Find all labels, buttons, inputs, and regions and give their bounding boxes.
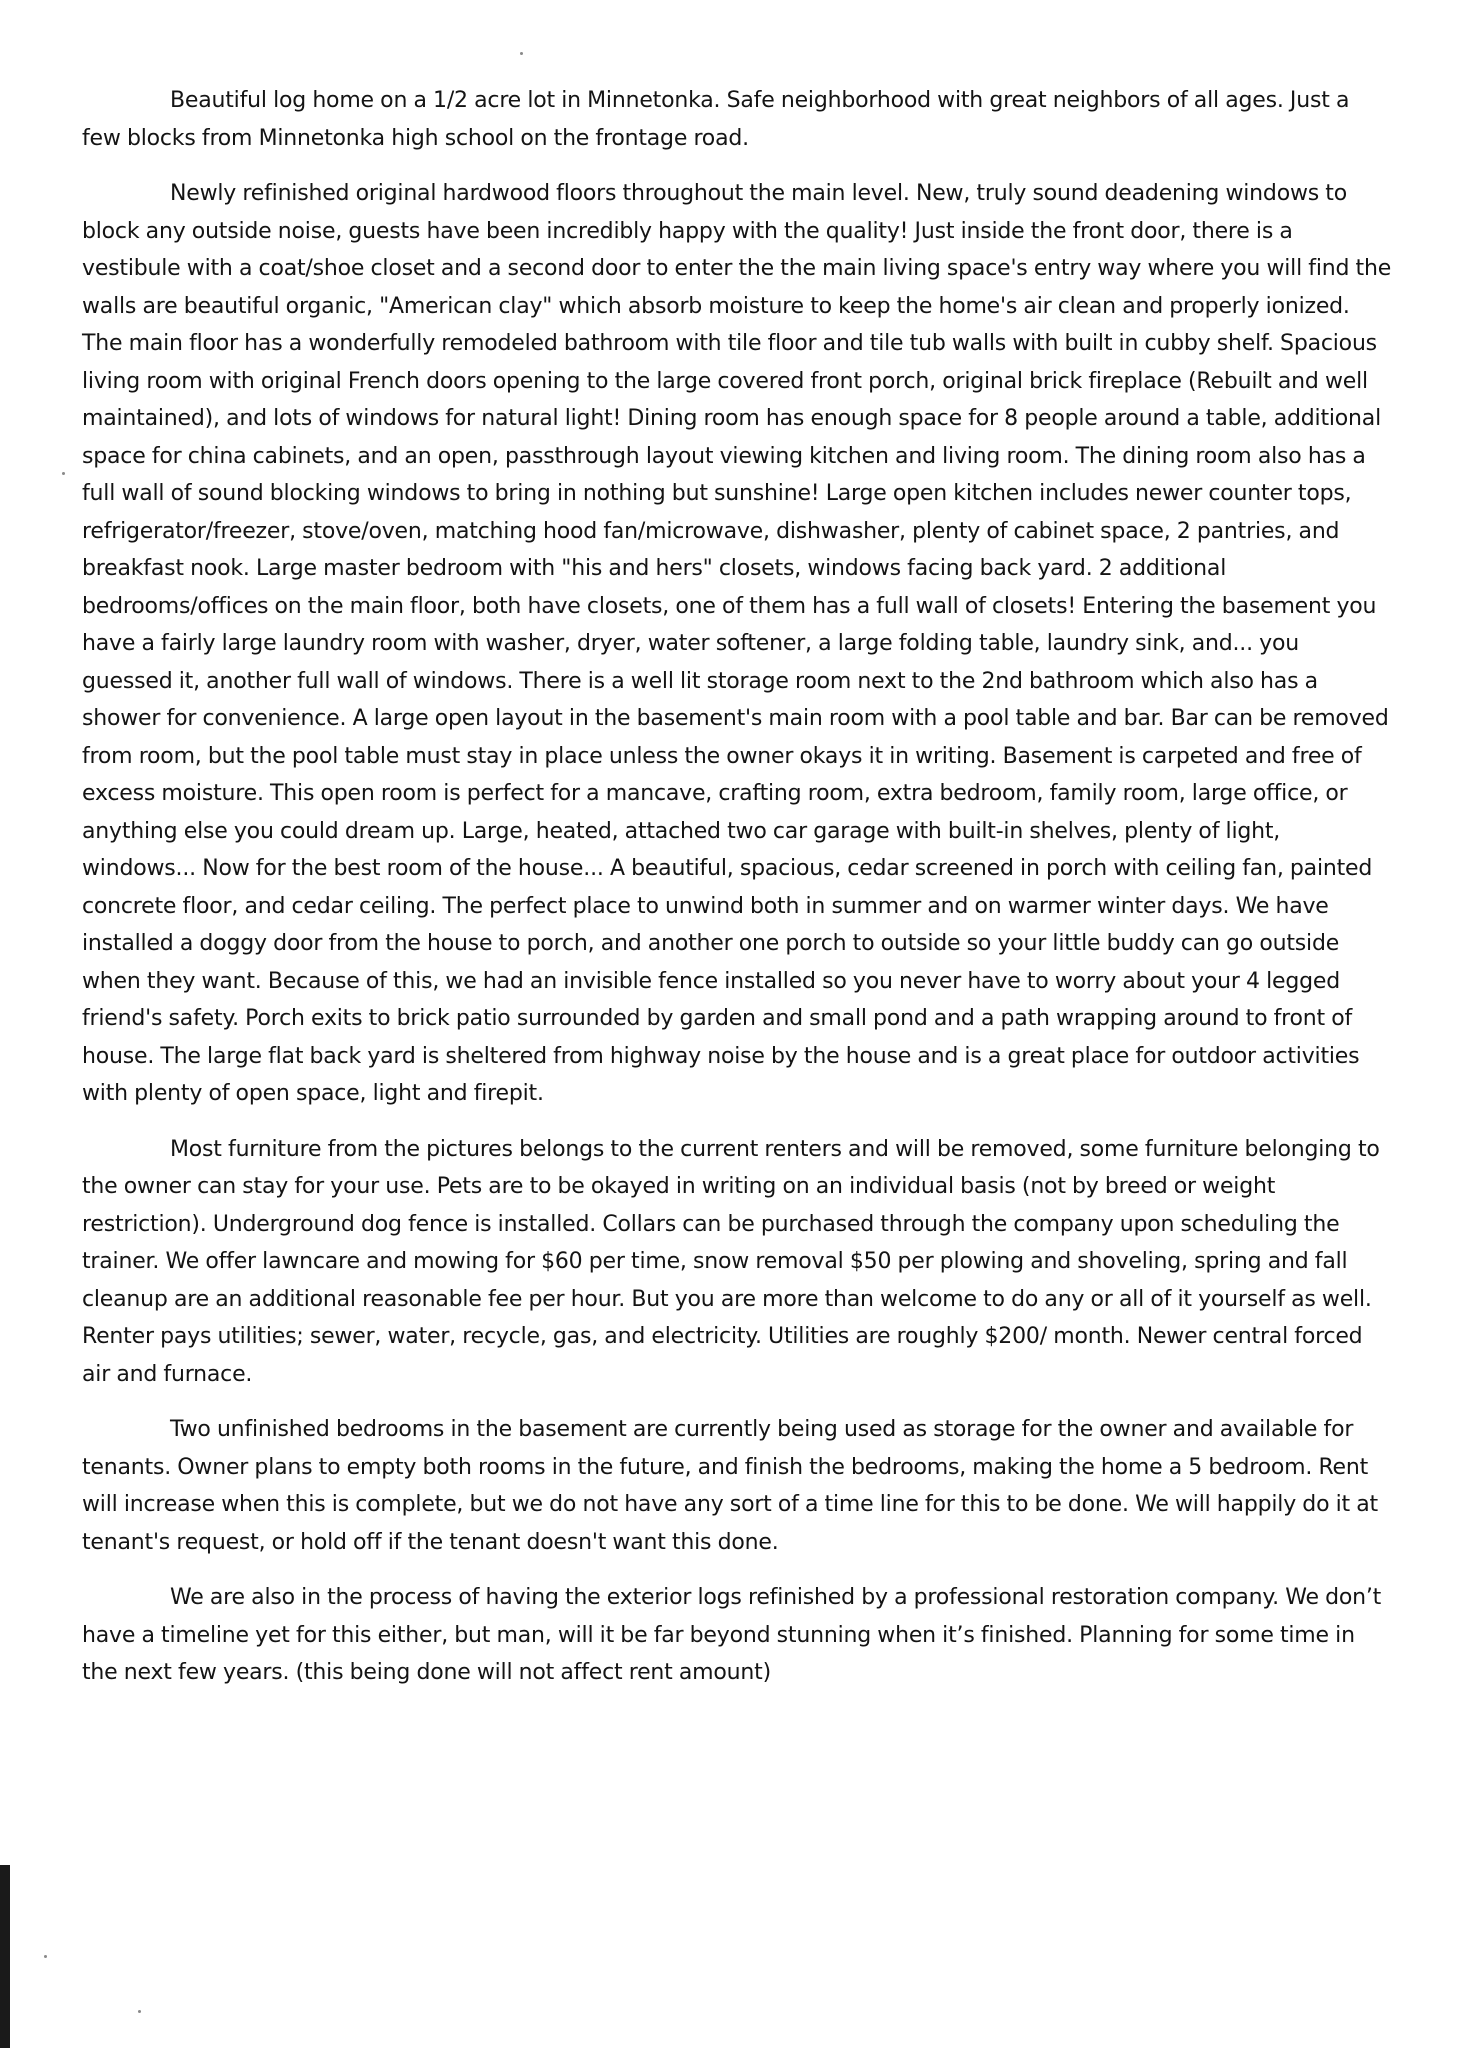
document-body [82, 82, 1392, 1710]
paragraph-exterior-logs: We are also in the process of having the exterior logs refinished by a professional restoration company. We don’t have a timeline yet for this either, but man, will it be far beyond stunning when it’s finished. Planning for some time in the next few years. (this being done will not affect rent amount) [82, 1585, 1382, 1685]
paragraph-features: Newly refinished original hardwood floors throughout the main level. New, truly sound deadening windows to block any outside noise, guests have been incredibly happy with the quality! Just inside the front door, there is a vestibule with a coat/shoe closet and a second door to enter the the main living space's entry way where you will find the walls are beautiful organic, "American clay" which absorb moisture to keep the home's air clean and properly ionized. The main floor has a wonderfully remodeled bathroom with tile floor and tile tub walls with built in cubby shelf. Spacious living room with original French doors opening to the large covered front porch, original brick fireplace (Rebuilt and well maintained), and lots of windows for natural light! Dining room has enough space for 8 people around a table, additional space for china cabinets, and an open, passthrough layout viewing kitchen and living room. The dining room also has a full wall of sound blocking windows to bring in nothing but sunshine! Large open kitchen includes newer counter tops, refrigerator/freezer, stove/oven, matching hood fan/microwave, dishwasher, plenty of cabinet space, 2 pantries, and breakfast nook. Large master bedroom with "his and hers" closets, windows facing back yard. 2 additional bedrooms/offices on the main floor, both have closets, one of them has a full wall of closets! Entering the basement you have a fairly large laundry room with washer, dryer, water softener, a large folding table, laundry sink, and... you guessed it, another full wall of windows. There is a well lit storage room next to the 2nd bathroom which also has a shower for convenience. A large open layout in the basement's main room with a pool table and bar. Bar can be removed from room, but the pool table must stay in place unless the owner okays it in writing. Basement is carpeted and free of excess moisture. This open room is perfect for a mancave, crafting room, extra bedroom, family room, large office, or anything else you could dream up. Large, heated, attached two car garage with built-in shelves, plenty of light, windows... Now for the best room of the house... A beautiful, spacious, cedar screened in porch with ceiling fan, painted concrete floor, and cedar ceiling. The perfect place to unwind both in summer and on warmer winter days. We have installed a doggy door from the house to porch, and another one porch to outside so your little buddy can go outside when they want. Because of this, we had an invisible fence installed so you never have to worry about your 4 legged friend's safety. Porch exits to brick patio surrounded by garden and small pond and a path wrapping around to front of house. The large flat back yard is sheltered from highway noise by the house and is a great place for outdoor activities with plenty of open space, light and firepit. [82, 181, 1392, 1106]
scan-speck [44, 1955, 47, 1958]
scan-speck [138, 2010, 141, 2013]
scan-speck [62, 472, 65, 475]
paragraph-basement-bedrooms: Two unfinished bedrooms in the basement are currently being used as storage for the owner and available for tenants. Owner plans to empty both rooms in the future, and finish the bedrooms, making the home a 5 bedroom. Rent will increase when this is complete, but we do not have any sort of a time line for this to be done. We will happily do it at tenant's request, or hold off if the tenant doesn't want this done. [82, 1417, 1378, 1555]
scan-speck [520, 52, 523, 55]
paragraph-intro: Beautiful log home on a 1/2 acre lot in Minnetonka. Safe neighborhood with great neighbors of all ages. Just a few blocks from Minnetonka high school on the frontage road. [82, 88, 1350, 151]
paragraph-terms: Most furniture from the pictures belongs to the current renters and will be removed, some furniture belonging to the owner can stay for your use. Pets are to be okayed in writing on an individual basis (not by breed or weight restriction). Underground dog fence is installed. Collars can be purchased through the company upon scheduling the trainer. We offer lawncare and mowing for $60 per time, snow removal $50 per plowing and shoveling, spring and fall cleanup are an additional reasonable fee per hour. But you are more than welcome to do any or all of it yourself as well. Renter pays utilities; sewer, water, recycle, gas, and electricity. Utilities are roughly $200/ month. Newer central forced air and furnace. [82, 1136, 1380, 1387]
scan-edge-mark [0, 1865, 10, 2048]
